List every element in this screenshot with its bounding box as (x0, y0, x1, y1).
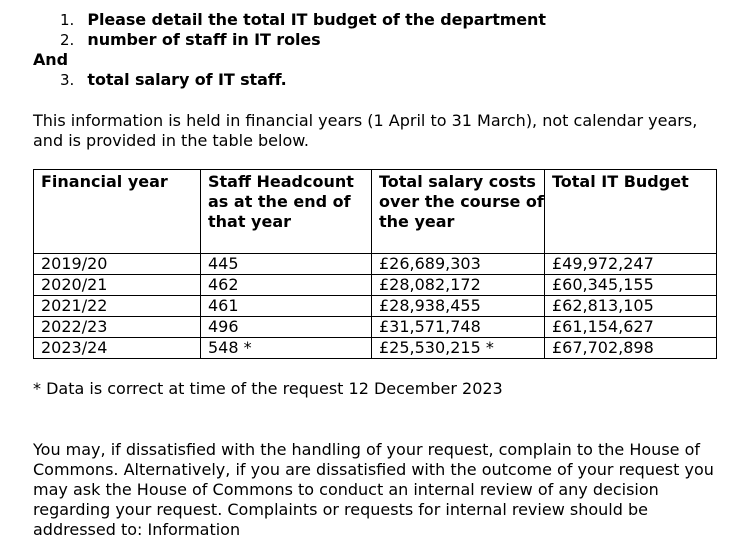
cell-year: 2020/21 (34, 275, 201, 296)
question-item (60, 30, 321, 49)
cell-budget: £62,813,105 (545, 296, 717, 317)
intro-paragraph: This information is held in financial years (1 April to 31 March), not calendar years, and is provided in the table below. (33, 111, 698, 150)
question-text: Please detail the total IT budget of the department (87, 10, 546, 29)
table-row (34, 254, 717, 275)
cell-headcount: 445 (201, 254, 372, 275)
cell-year: 2019/20 (34, 254, 201, 275)
table-row (34, 317, 717, 338)
cell-year: 2021/22 (34, 296, 201, 317)
question-number: 1. (60, 11, 75, 29)
question-number: 2. (60, 31, 75, 49)
and-label: And (33, 50, 68, 69)
header-salary-costs: Total salary costs over the course of the year (372, 170, 545, 254)
cell-headcount: 496 (201, 317, 372, 338)
cell-headcount: 462 (201, 275, 372, 296)
header-it-budget: Total IT Budget (545, 170, 717, 254)
cell-budget: £60,345,155 (545, 275, 717, 296)
question-text: total salary of IT staff. (87, 70, 287, 89)
cell-budget: £67,702,898 (545, 338, 717, 359)
cell-budget: £49,972,247 (545, 254, 717, 275)
cell-salary: £31,571,748 (372, 317, 545, 338)
table-row (34, 275, 717, 296)
cell-headcount: 548 * (201, 338, 372, 359)
table-row (34, 338, 717, 359)
cell-salary: £26,689,303 (372, 254, 545, 275)
header-staff-headcount: Staff Headcount as at the end of that year (201, 170, 372, 254)
it-budget-table (33, 169, 717, 359)
cell-year: 2022/23 (34, 317, 201, 338)
table-row (34, 296, 717, 317)
cell-salary: £28,938,455 (372, 296, 545, 317)
question-item (60, 70, 287, 89)
cell-salary: £28,082,172 (372, 275, 545, 296)
cell-budget: £61,154,627 (545, 317, 717, 338)
footnote: * Data is correct at time of the request 12 December 2023 (33, 379, 503, 398)
cell-salary: £25,530,215 * (372, 338, 545, 359)
cell-headcount: 461 (201, 296, 372, 317)
cell-year: 2023/24 (34, 338, 201, 359)
complaint-paragraph: You may, if dissatisfied with the handling of your request, complain to the House of Commons. Alternatively, if you are dissatisfied with the outcome of your request you may ask the House of Commons to conduct an internal review of any decision regarding your request. Complaints or requests for internal review should be addressed to: Information (33, 440, 714, 539)
question-number: 3. (60, 71, 75, 89)
table-header-row (34, 170, 717, 254)
question-text: number of staff in IT roles (87, 30, 321, 49)
question-item (60, 10, 546, 29)
header-financial-year: Financial year (34, 170, 201, 254)
